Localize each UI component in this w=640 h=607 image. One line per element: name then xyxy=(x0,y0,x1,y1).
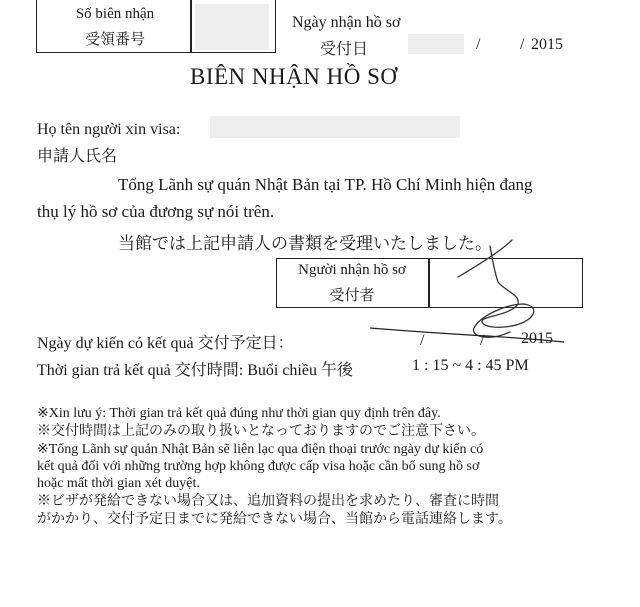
applicant-label-vi: Họ tên người xin visa: xyxy=(37,121,181,138)
expected-date-year: 2015 xyxy=(521,330,553,347)
received-date-sep-2: / xyxy=(520,36,525,53)
pickup-time-value: 1 : 15 ~ 4 : 45 PM xyxy=(412,357,529,374)
body-line-1: Tổng Lãnh sự quán Nhật Bản tại TP. Hồ Chí Minh hiện đang xyxy=(118,175,533,194)
received-date-day-redacted xyxy=(408,34,464,54)
note-line-3: ※Tổng Lãnh sự quán Nhật Bản sẽ liên lạc qua điện thoại trước ngày dự kiến có xyxy=(37,442,484,457)
received-date-label-ja: 受付日 xyxy=(320,41,369,58)
received-date-label-vi: Ngày nhận hồ sơ xyxy=(292,14,401,31)
received-date-year: 2015 xyxy=(531,36,563,53)
note-line-4: kết quả đối với những trường hợp không được cấp visa hoặc cần bổ sung hồ sơ xyxy=(37,459,480,474)
note-line-5: hoặc mất thời gian xét duyệt. xyxy=(37,476,200,491)
receipt-number-redacted xyxy=(195,4,269,50)
document-title: BIÊN NHẬN HỒ SƠ xyxy=(190,64,398,89)
note-line-7: がかかり、交付予定日までに発給できない場合、当館から電話連絡します。 xyxy=(37,512,512,527)
receiver-label-vi: Người nhận hồ sơ xyxy=(298,262,406,278)
receipt-box-divider xyxy=(190,0,192,52)
body-line-2: thụ lý hồ sơ của đương sự nói trên. xyxy=(37,202,275,221)
applicant-label-ja: 申請人氏名 xyxy=(37,148,118,165)
note-line-2: ※交付時間は上記のみの取り扱いとなっておりますのでご注意下さい。 xyxy=(37,424,485,439)
expected-date-label: Ngày dự kiến có kết quả 交付予定日： xyxy=(37,335,294,352)
note-line-6: ※ビザが発給できない場合又は、追加資料の提出を求めたり、審査に時間 xyxy=(37,494,499,509)
expected-date-sep-1: / xyxy=(420,332,425,349)
note-line-1: ※Xin lưu ý: Thời gian trả kết quả đúng như thời gian quy định trên đây. xyxy=(37,406,441,421)
pickup-time-label: Thời gian trả kết quả 交付時間: Buổi chiều 午後 xyxy=(37,362,353,379)
receipt-number-label-vi: Số biên nhận xyxy=(75,6,155,22)
receiver-label-ja: 受付者 xyxy=(329,288,375,304)
body-line-3: 当館では上記申請人の書類を受理いたしました。 xyxy=(118,234,492,253)
expected-date-sep-2: / xyxy=(480,332,485,349)
receiver-box-divider xyxy=(428,259,430,307)
applicant-name-redacted xyxy=(210,116,460,138)
received-date-sep-1: / xyxy=(476,36,481,53)
receipt-number-label-ja: 受領番号 xyxy=(84,32,145,48)
